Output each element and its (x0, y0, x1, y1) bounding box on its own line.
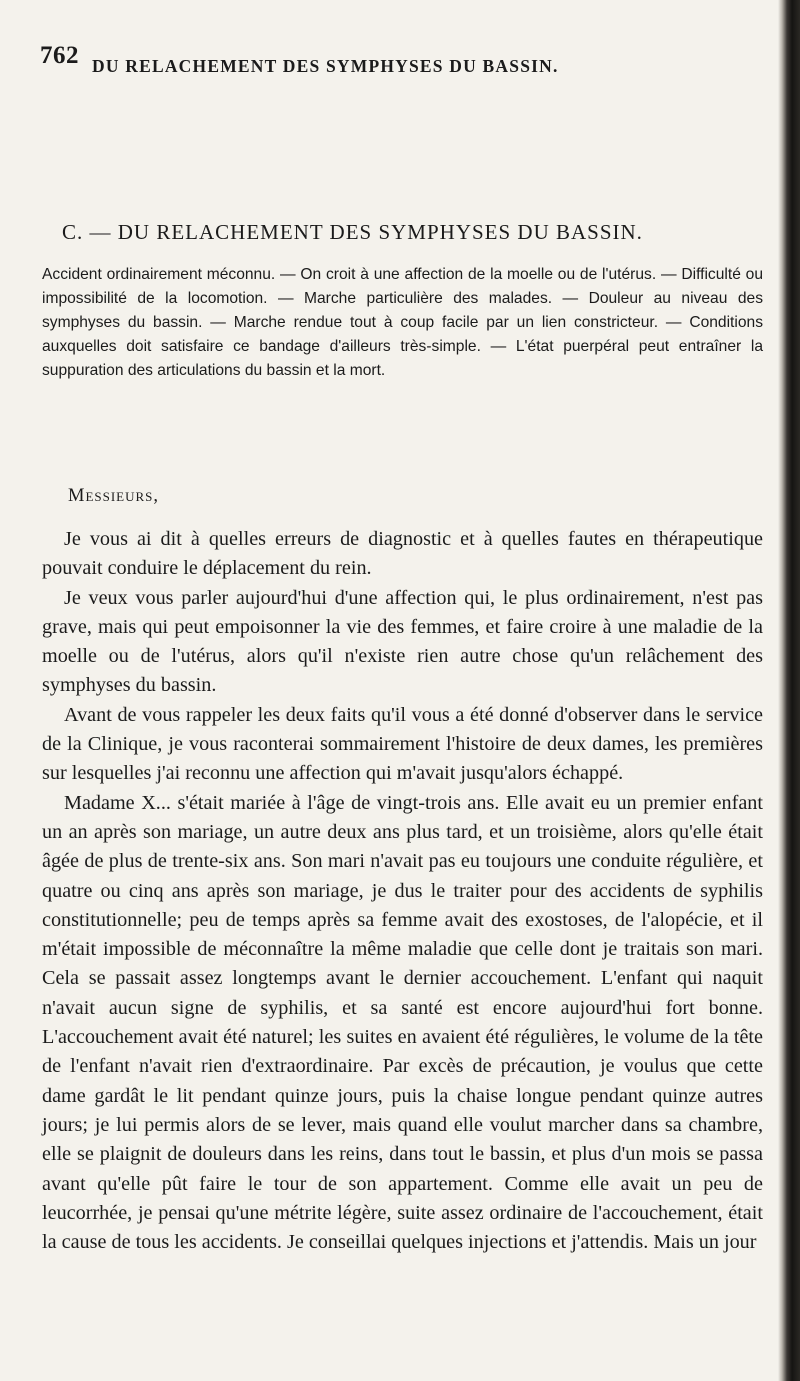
page-number: 762 (40, 42, 79, 69)
running-title: DU RELACHEMENT DES SYMPHYSES DU BASSIN. (92, 56, 559, 76)
section-title: C. — DU RELACHEMENT DES SYMPHYSES DU BASSIN. (62, 220, 643, 244)
paragraph-3: Avant de vous rappeler les deux faits qu'il vous a été donné d'observer dans le service de la Clinique, je vous raconterai sommairement l'histoire de deux dames, les premières sur lesquelles j'ai reconnu une affection qui m'avait jusqu'alors échappé. (42, 703, 763, 785)
salutation: Messieurs, (68, 486, 160, 506)
paragraph-2: Je veux vous parler aujourd'hui d'une affection qui, le plus ordinairement, n'est pas grave, mais qui peut empoisonner la vie des femmes, et faire croire à une maladie de la moelle ou de l'utérus, alors qu'il n'existe rien autre chose qu'un relâchement des symphyses du bassin. (42, 586, 763, 697)
paragraph-4: Madame X... s'était mariée à l'âge de vingt-trois ans. Elle avait eu un premier enfant un an après son mariage, un autre deux ans plus tard, et un troisième, alors qu'elle était âgée de plus de trente-six ans. Son mari n'avait pas eu toujours une conduite régulière, et quatre ou cinq ans après son mariage, je dus le traiter pour des accidents de syphilis constitutionnelle; peu de temps après sa femme avait des exostoses, de l'alopécie, et il m'était impossible de méconnaître la même maladie que celle dont je traitais son mari. Cela se passait assez longtemps avant le dernier accouchement. L'enfant qui naquit n'avait aucun signe de syphilis, et sa santé est encore aujourd'hui fort bonne. L'accouchement avait été naturel; les suites en avaient été régulières, le volume de la tête de l'enfant n'avait rien d'extraordinaire. Par excès de précaution, je voulus que cette dame gardât le lit pendant quinze jours, puis la chaise longue pendant quinze autres jours; je lui permis alors de se lever, mais quand elle voulut marcher dans sa chambre, elle se plaignit de douleurs dans les reins, dans tout le bassin, et plus d'un mois se passa avant qu'elle pût faire le tour de son appartement. Comme elle avait un peu de leucorrhée, je pensai qu'une métrite légère, suite assez ordinaire de l'accouchement, était la cause de tous les accidents. Je conseillai quelques injections et j'attendis. Mais un jour (42, 791, 763, 1254)
page-spine-shadow (778, 0, 800, 1381)
running-header (40, 38, 780, 78)
chapter-summary: Accident ordinairement méconnu. — On croit à une affection de la moelle ou de l'utérus. — Difficulté ou impossibilité de la locomotion. — Marche particulière des malades. — Douleur au niveau des symphyses du bassin. — Marche rendue tout à coup facile par un lien constricteur. — Conditions auxquelles doit satisfaire ce bandage d'ailleurs très-simple. — L'état puerpéral peut entraîner la suppuration des articulations du bassin et la mort. (42, 266, 763, 379)
body-text (42, 525, 763, 1257)
paragraph-1: Je vous ai dit à quelles erreurs de diagnostic et à quelles fautes en thérapeutique pouvait conduire le déplacement du rein. (42, 528, 763, 580)
